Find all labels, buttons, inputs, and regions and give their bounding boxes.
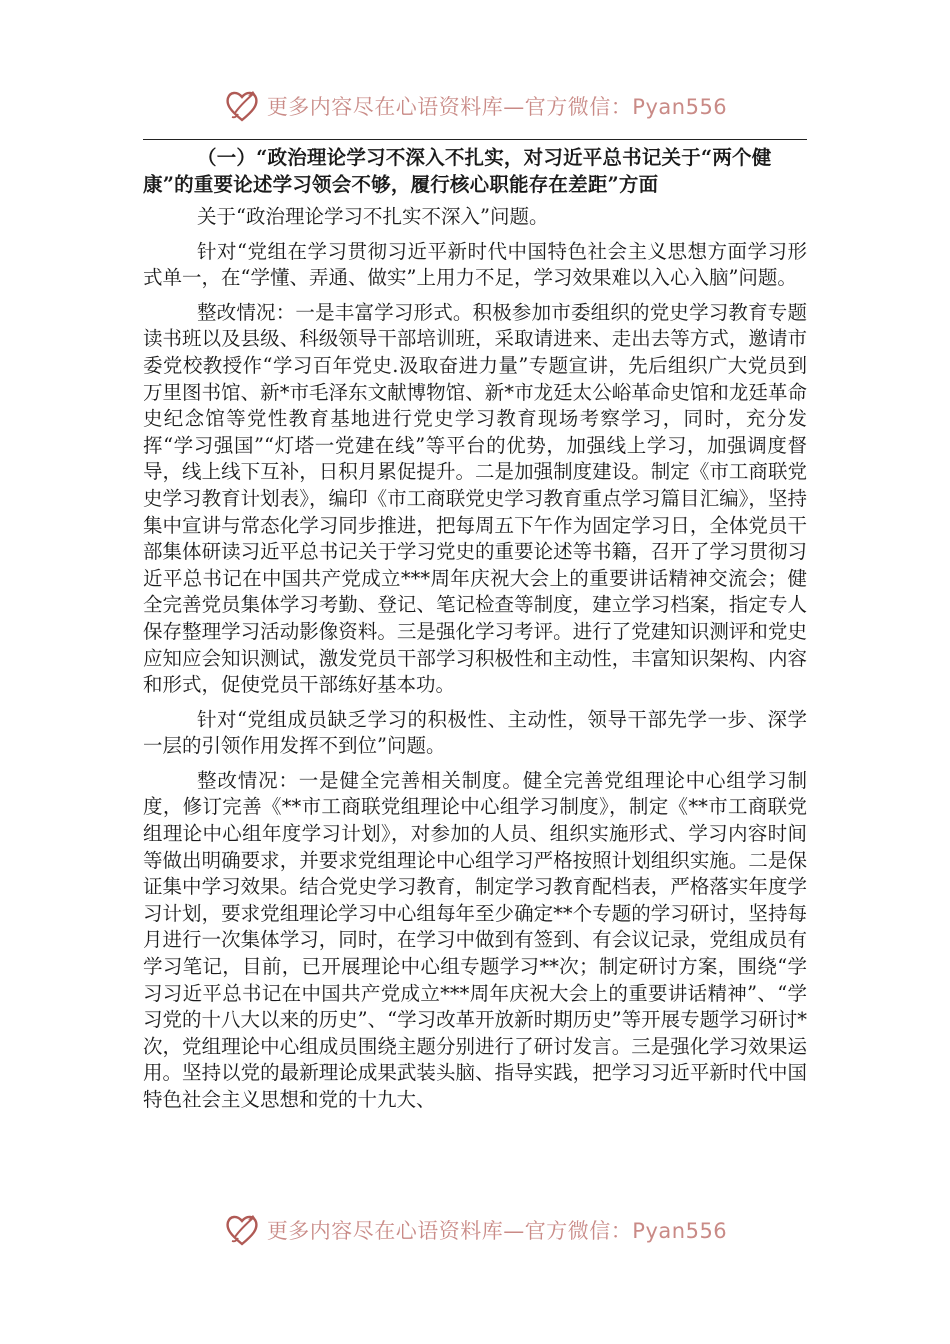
banner-text: 更多内容尽在心语资料库—官方微信：Pyan556 xyxy=(266,1219,728,1243)
footer-banner xyxy=(0,1208,950,1252)
header-divider xyxy=(143,139,807,140)
paragraph-problem-1: 针对“党组在学习贯彻习近平新时代中国特色社会主义思想方面学习形式单一，在“学懂、弄通、做实”上用力不足，学习效果难以入心入脑”问题。 xyxy=(143,239,807,290)
header-banner xyxy=(0,84,950,128)
paragraph-topic: 关于“政治理论学习不扎实不深入”问题。 xyxy=(197,205,549,228)
quill-heart-logo-icon xyxy=(223,1211,261,1249)
document-body xyxy=(143,144,807,1122)
paragraph-rectification-2: 整改情况：一是健全完善相关制度。健全完善党组理论中心组学习制度，修订完善《**市工商联党组理论中心组学习制度》，制定《**市工商联党组理论中心组年度学习计划》，对参加的人员、组织实施形式、学习内容时间等做出明确要求，并要求党组理论中心组学习严格按照计划组织实施。二是保证集中学习效果。结合党史学习教育，制定学习教育配档表，严格落实年度学习计划，要求党组理论学习中心组每年至少确定**个专题的学习研讨，坚持每月进行一次集体学习，同时，在学习中做到有签到、有会议记录，党组成员有学习笔记，目前，已开展理论中心组专题学习**次；制定研讨方案，围绕“学习习近平总书记在中国共产党成立***周年庆祝大会上的重要讲话精神”、“学习党的十八大以来的历史”、“学习改革开放新时期历史”等开展专题学习研讨*次，党组理论中心组成员围绕主题分别进行了研讨发言。三是强化学习效果运用。坚持以党的最新理论成果武装头脑、指导实践，把学习习近平新时代中国特色社会主义思想和党的十九大、 xyxy=(143,768,807,1111)
paragraph-rectification-1: 整改情况：一是丰富学习形式。积极参加市委组织的党史学习教育专题读书班以及县级、科级领导干部培训班，采取请进来、走出去等方式，邀请市委党校教授作“学习百年党史.汲取奋进力量”专题宣讲，先后组织广大党员到万里图书馆、新*市毛泽东文献博物馆、新*市龙廷太公峪革命史馆和龙廷革命史纪念馆等党性教育基地进行党史学习教育现场考察学习，同时，充分发挥“学习强国”“灯塔一党建在线”等平台的优势，加强线上学习，加强调度督导，线上线下互补，日积月累促提升。二是加强制度建设。制定《市工商联党史学习教育计划表》，编印《市工商联党史学习教育重点学习篇目汇编》，坚持集中宣讲与常态化学习同步推进，把每周五下午作为固定学习日，全体党员干部集体研读习近平总书记关于学习党史的重要论述等书籍，召开了学习贯彻习近平总书记在中国共产党成立***周年庆祝大会上的重要讲话精神交流会；健全完善党员集体学习考勤、登记、笔记检查等制度，建立学习档案，指定专人保存整理学习活动影像资料。三是强化学习考评。进行了党建知识测评和党史应知应会知识测试，激发党员干部学习积极性和主动性，丰富知识架构、内容和形式，促使党员干部练好基本功。 xyxy=(143,300,807,697)
paragraph-problem-2: 针对“党组成员缺乏学习的积极性、主动性，领导干部先学一步、深学一层的引领作用发挥不到位”问题。 xyxy=(143,707,807,758)
banner-text: 更多内容尽在心语资料库—官方微信：Pyan556 xyxy=(266,95,728,119)
section-heading: （一）“政治理论学习不深入不扎实，对习近平总书记关于“两个健康”的重要论述学习领会不够，履行核心职能存在差距”方面 xyxy=(143,146,772,196)
quill-heart-logo-icon xyxy=(223,87,261,125)
